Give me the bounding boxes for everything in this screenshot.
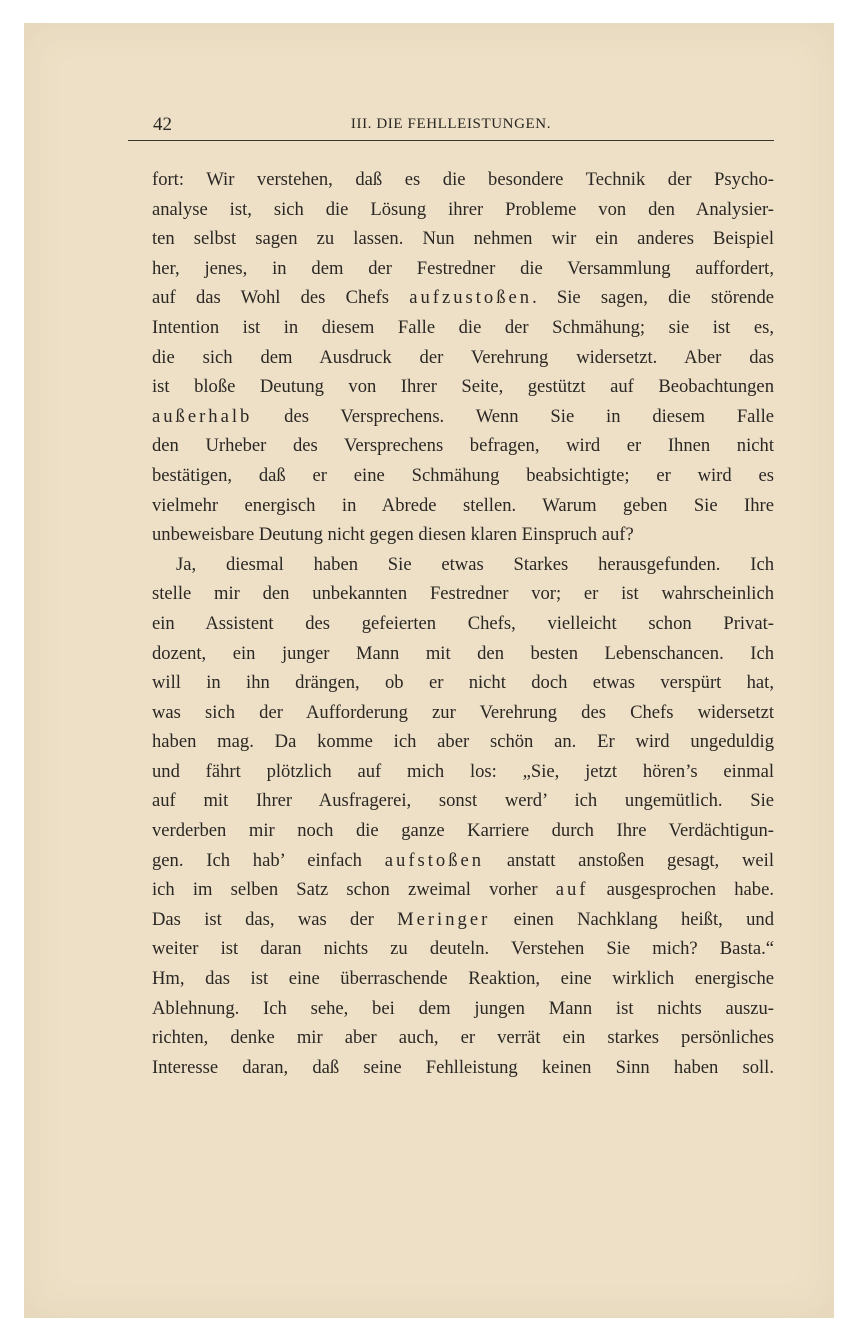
text-line: stelle mir den unbekannten Festredner vor; er ist wahrscheinlich [152,583,774,605]
text-line: bestätigen, daß er eine Schmähung beabsichtigte; er wird es [152,464,774,486]
text-line: ist bloße Deutung von Ihrer Seite, gestützt auf Beobachtungen [152,376,774,398]
text-line: unbeweisbare Deutung nicht gegen diesen klaren Einspruch auf? [152,524,634,546]
text-line: weiter ist daran nichts zu deuteln. Verstehen Sie mich? Basta.“ [152,938,774,960]
text-line: verderben mir noch die ganze Karriere durch Ihre Verdächtigun- [152,820,774,842]
paragraph [152,550,774,1083]
text-line: gen. Ich hab’ einfach aufstoßen anstatt anstoßen gesagt, weil [152,849,775,871]
body-text [152,165,774,1082]
spaced-emphasis: Meringer [397,908,491,930]
text-line: Das ist das, was der Meringer einen Nachklang heißt, und [152,908,774,930]
text-line: richten, denke mir aber auch, er verrät ein starkes persönliches [152,1027,774,1049]
text-line: ich im selben Satz schon zweimal vorher auf ausgesprochen habe. [152,879,774,901]
text-line: Interesse daran, daß seine Fehlleistung keinen Sinn haben soll. [152,1056,774,1078]
paragraph [152,165,774,550]
text-line: will in ihn drängen, ob er nicht doch etwas verspürt hat, [152,672,774,694]
text-line: vielmehr energisch in Abrede stellen. Warum geben Sie Ihre [152,494,774,516]
text-line: den Urheber des Versprechens befragen, wird er Ihnen nicht [152,435,774,457]
spaced-emphasis: außerhalb [152,405,253,427]
spaced-emphasis: auf [555,879,589,901]
text-line: Hm, das ist eine überraschende Reaktion, eine wirklich energische [152,968,774,990]
text-line: und fährt plötzlich auf mich los: „Sie, jetzt hören’s einmal [152,760,774,782]
text-line: Ja, diesmal haben Sie etwas Starkes herausgefunden. Ich [176,553,774,575]
text-line: was sich der Aufforderung zur Verehrung des Chefs widersetzt [152,701,774,723]
text-line: fort: Wir verstehen, daß es die besondere Technik der Psycho- [152,169,774,190]
text-line: Ablehnung. Ich sehe, bei dem jungen Mann ist nichts auszu- [152,997,774,1019]
spaced-emphasis: aufstoßen [384,849,485,871]
text-line: auf das Wohl des Chefs aufzustoßen. Sie sagen, die störende [152,287,774,309]
text-line: analyse ist, sich die Lösung ihrer Probleme von den Analysier- [152,198,774,220]
page-number: 42 [153,114,172,135]
text-line: auf mit Ihrer Ausfragerei, sonst werd’ ich ungemütlich. Sie [152,790,774,812]
text-line: her, jenes, in dem der Festredner die Versammlung auffordert, [152,257,774,279]
spaced-emphasis: aufzustoßen [409,287,533,309]
text-line: die sich dem Ausdruck der Verehrung widersetzt. Aber das [152,346,774,368]
page-header [128,112,774,141]
text-line: haben mag. Da komme ich aber schön an. Er wird ungeduldig [152,731,774,753]
text-line: dozent, ein junger Mann mit den besten Lebenschancen. Ich [152,642,774,664]
text-line: ten selbst sagen zu lassen. Nun nehmen wir ein anderes Beispiel [152,228,774,250]
text-line: außerhalb des Versprechens. Wenn Sie in diesem Falle [152,405,774,427]
text-line: ein Assistent des gefeierten Chefs, vielleicht schon Privat- [152,612,774,634]
text-line: Intention ist in diesem Falle die der Schmähung; sie ist es, [152,316,774,338]
running-head: III. DIE FEHLLEISTUNGEN. [350,116,552,132]
